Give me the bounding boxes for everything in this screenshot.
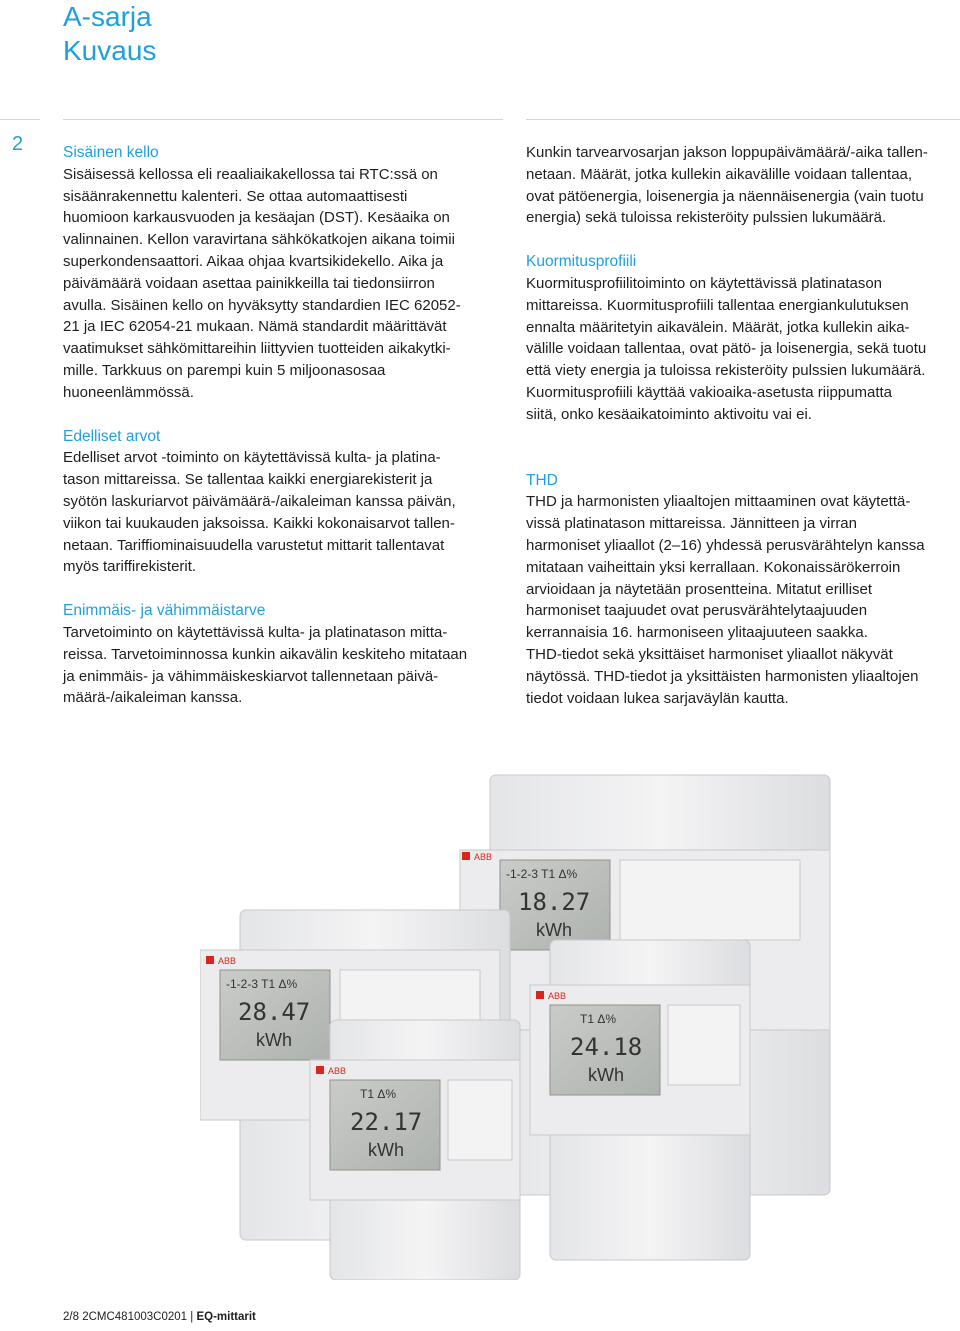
text-line: mittareissa. Kuormitusprofiili tallentaa energiankulutuksen xyxy=(526,296,909,314)
footer-doc-name: EQ-mittarit xyxy=(196,1311,256,1323)
text-line: tiedot voidaan lukea sarjaväylän kautta. xyxy=(526,689,789,707)
text-line: harmoniset yliaallot (2–16) yhdessä perusvärähtelyn kanssa xyxy=(526,536,925,554)
footer-doc-id: 2CMC481003C0201 xyxy=(82,1311,188,1323)
meter-reading: 28.47 xyxy=(238,998,311,1026)
text-line: huoneenlämmössä. xyxy=(63,383,194,401)
right-column-rule xyxy=(526,119,960,120)
section-max-min-demand xyxy=(63,600,503,709)
page-title xyxy=(63,0,156,68)
meter-unit: kWh xyxy=(256,1030,292,1050)
text-line: mille. Tarkkuus on parempi kuin 5 miljoonasosaa xyxy=(63,361,386,379)
text-line: vissä platinatason mittareissa. Jännitteen ja virran xyxy=(526,515,857,533)
text-line: 21 ja IEC 62054-21 mukaan. Nämä standardit määrittävät xyxy=(63,318,447,336)
text-line: siitä, onko kesäaikatoiminto aktivoitu vai ei. xyxy=(526,405,812,423)
page-footer xyxy=(63,1310,256,1324)
text-line: valinnainen. Kellon varavirtana sähkökatkojen aikana toimii xyxy=(63,231,455,249)
text-line: päivämäärä voidaan asettaa painikkeilla tai tiedonsiirron xyxy=(63,274,435,292)
page-number: 2 xyxy=(12,133,24,155)
section-thd xyxy=(526,470,960,710)
text-line: harmoniset taajuudet ovat perusvärähtelytaajuuden xyxy=(526,602,868,620)
text-line: tason mittareissa. Se tallentaa kaikki energiarekisterit ja xyxy=(63,471,433,489)
energy-meters-photo xyxy=(200,760,960,1280)
text-line: netaan. Tariffiominaisuudella varustetut mittarit tallentavat xyxy=(63,536,445,554)
section-body xyxy=(526,491,960,709)
meter-brand: ABB xyxy=(548,991,567,1001)
abb-logo-mark xyxy=(536,991,544,999)
meter-reading: 24.18 xyxy=(570,1033,643,1061)
meter-indicators: T1 Δ% xyxy=(580,1012,617,1026)
text-line: netaan. Määrät, jotka kullekin aikavälille voidaan tallentaa, xyxy=(526,165,913,183)
section-body xyxy=(63,164,503,404)
text-line: Kunkin tarvearvosarjan jakson loppupäivämäärä/-aika tallen- xyxy=(526,144,928,161)
meter-brand: ABB xyxy=(474,852,493,862)
section-body xyxy=(63,447,503,578)
footer-page: 2/8 xyxy=(63,1311,79,1323)
meter-indicators: -1-2-3 T1 Δ% xyxy=(506,867,578,881)
meter-reading: 22.17 xyxy=(350,1108,423,1136)
text-line: mitataan vaiheittain yksi kerrallaan. Kokonaissärökerroin xyxy=(526,558,901,576)
text-line: avulla. Sisäinen kello on hyväksytty standardien IEC 62052- xyxy=(63,296,461,314)
page-tab-rule xyxy=(0,119,40,120)
text-line: THD ja harmonisten yliaaltojen mittaaminen ovat käytettä- xyxy=(526,493,911,511)
text-line: vaatimukset sähkömittareihin liittyvien tuotteiden aikakytki- xyxy=(63,340,451,358)
section-heading: Edelliset arvot xyxy=(63,427,161,445)
footer-separator: | xyxy=(190,1311,194,1323)
text-line: reissa. Tarvetoiminnossa kunkin aikavälin keskiteho mitataan xyxy=(63,645,468,663)
section-body xyxy=(526,142,960,229)
section-load-profile xyxy=(526,251,960,425)
text-line: syötön laskuriarvot päivämäärä-/aikaleiman kanssa päivän, xyxy=(63,492,456,510)
text-line: Sisäisessä kellossa eli reaaliaikakellossa tai RTC:ssä on xyxy=(63,165,438,183)
text-line: ovat pätöenergia, loisenergia ja näennäisenergia (vain tuotu xyxy=(526,187,924,205)
text-line: energia) sekä tuloissa rekisteröity pulssien lukumäärä. xyxy=(526,209,887,227)
meter-reading: 18.27 xyxy=(518,888,591,916)
title-line-2: Kuvaus xyxy=(63,35,157,66)
text-line: superkondensaattori. Aikaa ohjaa kvartsikidekello. Aika ja xyxy=(63,252,444,270)
text-line: viikon tai kuukauden jaksoissa. Kaikki kokonaisarvot tallen- xyxy=(63,514,455,532)
meter-front-right xyxy=(530,940,750,1260)
meter-unit: kWh xyxy=(368,1140,404,1160)
meter-unit: kWh xyxy=(536,920,572,940)
meter-unit: kWh xyxy=(588,1065,624,1085)
left-column-rule xyxy=(63,119,503,120)
section-heading: Sisäinen kello xyxy=(63,144,159,161)
text-line: THD-tiedot sekä yksittäiset harmoniset yliaallot näkyvät xyxy=(526,645,893,663)
abb-logo-mark xyxy=(462,852,470,860)
text-line: sisäänrakennettu kalenteri. Se ottaa automaattisesti xyxy=(63,187,408,205)
meter-indicators: T1 Δ% xyxy=(360,1087,397,1101)
text-line: että viety energia ja tuloissa rekisteröity pulssien lukumäärä. xyxy=(526,362,926,380)
text-line: Kuormitusprofiili käyttää vakioaika-asetusta riippumatta xyxy=(526,383,892,401)
section-body xyxy=(63,622,503,709)
abb-logo-mark xyxy=(316,1066,324,1074)
text-line: kerrannaisia 16. harmoniseen ylitaajuuteen saakka. xyxy=(526,624,868,642)
meter-indicators: -1-2-3 T1 Δ% xyxy=(226,977,298,991)
section-heading: Enimmäis- ja vähimmäistarve xyxy=(63,602,266,620)
section-heading: THD xyxy=(526,471,558,489)
text-line: huomioon karkausvuoden ja kesäajan (DST). Kesäaika on xyxy=(63,209,450,227)
right-column xyxy=(526,142,960,709)
section-heading: Kuormitusprofiili xyxy=(526,253,637,271)
section-previous-values xyxy=(63,426,503,579)
abb-logo-mark xyxy=(206,956,214,964)
text-line: arvioidaan ja näytetään prosentteina. Mitatut erilliset xyxy=(526,580,873,598)
meter-brand: ABB xyxy=(218,956,237,966)
text-line: välille voidaan tallentaa, ovat pätö- ja loisenergia, sekä tuotu xyxy=(526,340,927,358)
text-line: näytössä. THD-tiedot ja yksittäisten harmonisten yliaaltojen xyxy=(526,667,919,685)
section-body xyxy=(526,273,960,426)
text-line: myös tariffirekisterit. xyxy=(63,558,197,576)
text-line: ennalta määritetyin aikavälein. Määrät, jotka kullekin aika- xyxy=(526,318,910,336)
text-line: Kuormitusprofiilitoiminto on käytettävissä platinatason xyxy=(526,274,883,292)
section-internal-clock xyxy=(63,142,503,404)
title-line-1: A-sarja xyxy=(63,1,152,32)
text-line: Tarvetoiminto on käytettävissä kulta- ja platinatason mitta- xyxy=(63,623,448,641)
text-line: määrä-/aikaleiman kanssa. xyxy=(63,689,243,707)
left-column xyxy=(63,142,503,709)
text-line: ja enimmäis- ja vähimmäiskeskiarvot tallennetaan päivä- xyxy=(63,667,439,685)
meter-front-center xyxy=(310,1020,520,1280)
meter-brand: ABB xyxy=(328,1066,347,1076)
text-line: Edelliset arvot -toiminto on käytettävissä kulta- ja platina- xyxy=(63,449,441,467)
